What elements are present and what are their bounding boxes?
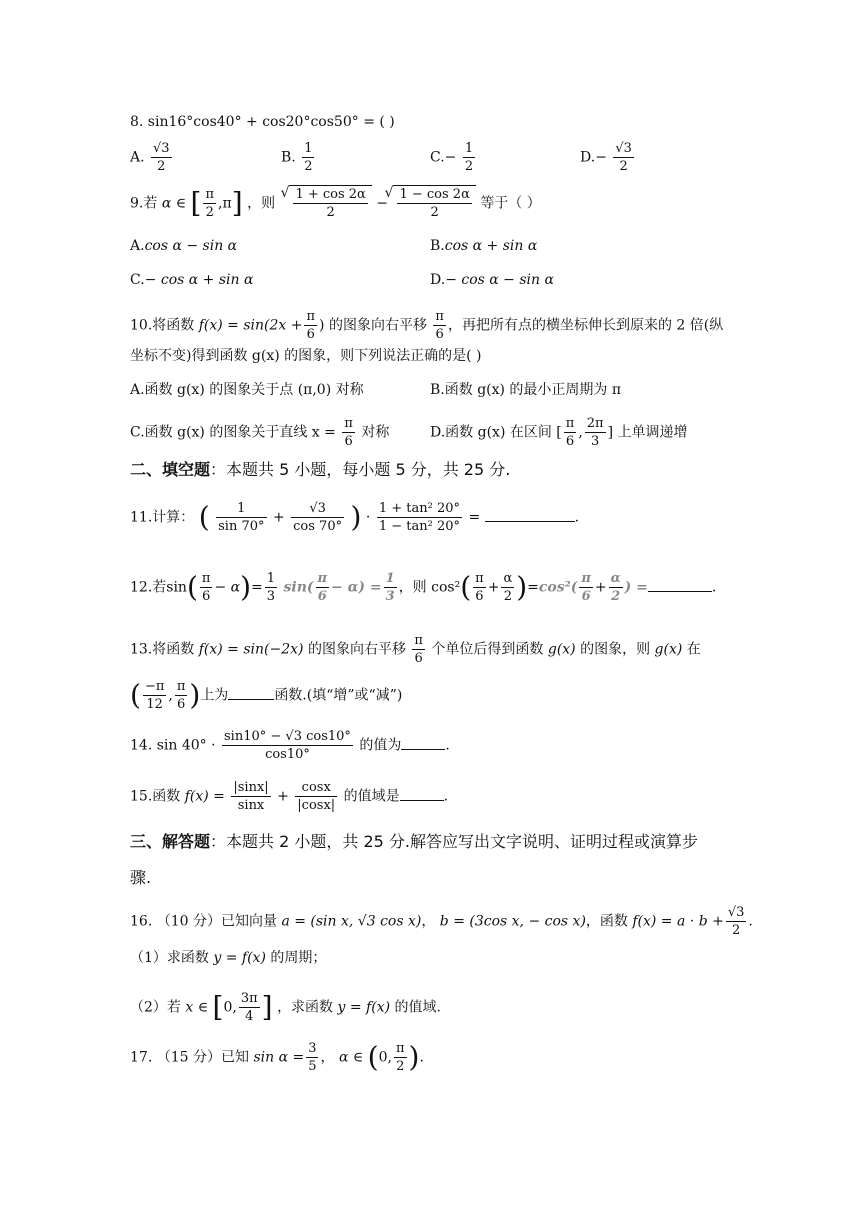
q10-stem-line2: 坐标不变)得到函数 g(x) 的图象，则下列说法正确的是( ) — [130, 348, 482, 364]
q14: 14. sin 40° · $\frac{\sin 10^\circ - √3 \cos 10^\circ}{\cos 10^\circ}$ 的值为 . — [130, 729, 450, 762]
q8-option-c[interactable]: C.− $\frac{1}{2}$ — [430, 141, 474, 174]
q8-b-frac: $\frac{1}{2}$ — [304, 141, 313, 174]
q16-part2: （2）若 x ∈ [0, $\frac{3\pi}{4}$ ] ，求函数 y = f(x) 的值域. — [130, 990, 441, 1024]
q17-stem: 17. （15 分）已知 sin α = $\frac{3}{5}$ ， α ∈ (0, $\frac{\pi}{2}$ ). — [130, 1040, 424, 1074]
q11-answer-blank[interactable] — [485, 507, 575, 522]
q13-line1: 13.将函数 f(x) = sin(−2x) 的图象向右平移 $\frac{\pi}{6}$ 个单位后得到函数 g(x) 的图象，则 g(x) 在 — [130, 633, 701, 666]
q14-answer-blank[interactable] — [401, 735, 445, 750]
q8-option-b[interactable] — [281, 140, 316, 175]
q8-c-frac: $\frac{1}{2}$ — [464, 141, 474, 174]
q16-part1: （1）求函数 y = f(x) 的周期； — [130, 950, 327, 966]
q13-answer-blank[interactable] — [228, 685, 274, 700]
q8-stem-text: 8. sin16°cos40° + cos20°cos50° = ( ) — [130, 114, 395, 130]
q9-stem: 9.若 α ∈ [ $\frac{\pi}{2}$ ,π] ，则 √ $\frac{1 + \cos 2\alpha}{2}$ − √ $\frac{1 - \cos 2\alpha}{2}$ 等于（ ） — [130, 185, 541, 221]
q10-stem-line1: 10.将函数 f(x) = sin(2x + $\frac{\pi}{6}$ ) 的图象向右平移 $\frac{\pi}{6}$ ，再把所有点的横坐标伸长到原来的 2 倍(纵 — [130, 309, 724, 342]
q8-b-label: B. — [281, 149, 296, 166]
q8-c-label: C. — [430, 149, 445, 166]
q12-answer-blank[interactable] — [648, 577, 712, 592]
q9-option-c[interactable]: C.− cos α + sin α — [130, 272, 254, 288]
q11: 11.计算： ( $\frac{1}{\sin 70^\circ}$ + $\frac{√3}{\cos 70^\circ}$ ) · $\frac{\text{1 + tan² 20°}}{\text{1 − tan² 20°}}$ = . — [130, 500, 580, 534]
q10-option-a[interactable]: A.函数 g(x) 的图象关于点 (π,0) 对称 — [130, 382, 364, 398]
section-3-heading: 三、解答题：本题共 2 小题，共 25 分.解答应写出文字说明、证明过程或演算步 — [130, 832, 698, 851]
q8-a-label: A. — [130, 149, 145, 166]
q8-d-label: D. — [580, 149, 596, 166]
q8-option-d[interactable]: D.− $\frac{√3}{2}$ — [580, 141, 632, 174]
section-2-heading: 二、填空题：本题共 5 小题，每小题 5 分，共 25 分. — [130, 460, 511, 479]
q13-line2: ( $\frac{-\pi}{12}$ , $\frac{\pi}{6}$ )上为 函数.(填“增”或“减”) — [130, 678, 403, 712]
q9-option-d[interactable]: D.− cos α − sin α — [430, 272, 554, 288]
q15-answer-blank[interactable] — [400, 786, 444, 801]
q10-option-b[interactable]: B.函数 g(x) 的最小正周期为 π — [430, 382, 622, 398]
q12: 12.若sin( $\frac{\pi}{6}$ − α)= $\frac{1}{3}$ sin( $\frac{\pi}{6}$ − α) = $\frac{1}{3}$ ，则 cos²( $\frac{\pi}{6}$ + $\frac{\alpha}{2}$ )=cos²( $\frac{\pi}{6}$ + $\frac{\alpha}{2}$ ) = . — [130, 570, 717, 604]
q9-option-a[interactable]: A.cos α − sin α — [130, 238, 238, 254]
q8-stem — [130, 112, 395, 132]
q15: 15.函数 f(x) = $\frac{|\sin x|}{\sin x}$ + $\frac{\cos x}{|\cos x|}$ 的值域是 . — [130, 780, 449, 813]
section-3-heading-cont: 骤. — [130, 868, 152, 887]
q10-option-c[interactable]: C.函数 g(x) 的图象关于直线 x = $\frac{\pi}{6}$ 对称 — [130, 416, 390, 449]
q8-a-frac: $\frac{√3}{2}$ — [153, 141, 170, 174]
q16-stem: 16. （10 分）已知向量 a = (sin x, √3 cos x)， b = (3cos x, − cos x)，函数 f(x) = a · b + $\frac{√3}{2}$ . — [130, 905, 753, 938]
q8-option-a[interactable] — [130, 140, 174, 175]
q10-option-d[interactable]: D.函数 g(x) 在区间 [ $\frac{\pi}{6}$ , $\frac{2\pi}{3}$ ] 上单调递增 — [430, 416, 688, 449]
q9-option-b[interactable]: B.cos α + sin α — [430, 238, 538, 254]
q8-d-frac: $\frac{√3}{2}$ — [615, 141, 632, 174]
